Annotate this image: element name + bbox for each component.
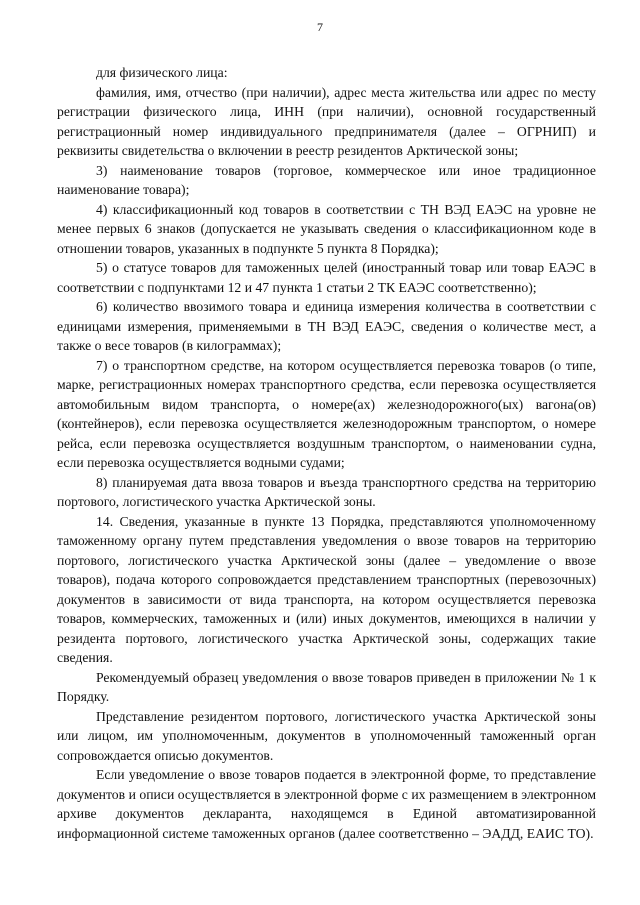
paragraph-item-6: 6) количество ввозимого товара и единица измерения количества в соответствии с единицами измерения, применяемыми в ТН ВЭД ЕАЭС, сведения о количестве мест, а также о весе товаров (в килограммах); [57, 299, 596, 353]
paragraph-individual-details: фамилия, имя, отчество (при наличии), адрес места жительства или адрес по месту регистрации физического лица, ИНН (при наличии), основной государственный регистрационный номер индивидуального предпринимателя (далее – ОГРНИП) и реквизиты свидетельства о включении в реестр резидентов Арктической зоны; [57, 84, 596, 158]
page-number: 7 [317, 20, 323, 34]
paragraph-electronic-form: Если уведомление о ввозе товаров подается в электронной форме, то представление документов и описи осуществляется в электронной форме с их размещением в электронном архиве документов декларанта, находящемся в Единой автоматизированной информационной системе таможенных органов (далее соответственно – ЭАДД, ЕАИС ТО). [57, 767, 596, 841]
paragraph-item-5: 5) о статусе товаров для таможенных целей (иностранный товар или товар ЕАЭС в соответствии с подпунктами 12 и 47 пункта 1 статьи 2 ТК ЕАЭС соответственно); [57, 260, 596, 295]
paragraph-inventory: Представление резидентом портового, логистического участка Арктической зоны или лицом, им уполномоченным, документов в уполномоченный таможенный орган сопровождается описью документов. [57, 708, 596, 763]
paragraph-sample-notice: Рекомендуемый образец уведомления о ввозе товаров приведен в приложении № 1 к Порядку. [57, 669, 596, 704]
document-body [57, 63, 596, 843]
paragraph-item-8: 8) планируемая дата ввоза товаров и въезда транспортного средства на территорию портового, логистического участка Арктической зоны. [57, 474, 596, 509]
paragraph-item-3: 3) наименование товаров (торговое, коммерческое или иное традиционное наименование товара); [57, 162, 596, 197]
paragraph-individual-heading: для физического лица: [96, 65, 228, 80]
paragraph-section-14: 14. Сведения, указанные в пункте 13 Порядка, представляются уполномоченному таможенному органу путем представления уведомления о ввозе товаров на территорию портового, логистического участка Арктической зоны (далее – уведомление о ввозе товаров), подача которого сопровождается представлением транспортных (перевозочных) документов в зависимости от вида транспорта, на котором осуществляется перевозка товаров, коммерческих, таможенных и (или) иных документов, имеющихся в наличии у резидента портового, логистического участка Арктической зоны, содержащих такие сведения. [57, 513, 596, 665]
paragraph-item-7: 7) о транспортном средстве, на котором осуществляется перевозка товаров (о типе, марке, регистрационных номерах транспортного средства, если перевозка осуществляется автомобильным видом транспорта, о номере(ах) железнодорожного(ых) вагона(ов) (контейнеров), если перевозка осуществляется железнодорожным транспортом, о номере рейса, если перевозка осуществляется воздушным транспортом, о наименовании судна, если перевозка осуществляется водными судами; [57, 357, 596, 470]
paragraph-item-4: 4) классификационный код товаров в соответствии с ТН ВЭД ЕАЭС на уровне не менее первых 6 знаков (допускается не указывать сведения о классификационном коде в отношении товаров, указанных в подпункте 5 пункта 8 Порядка); [57, 201, 596, 256]
